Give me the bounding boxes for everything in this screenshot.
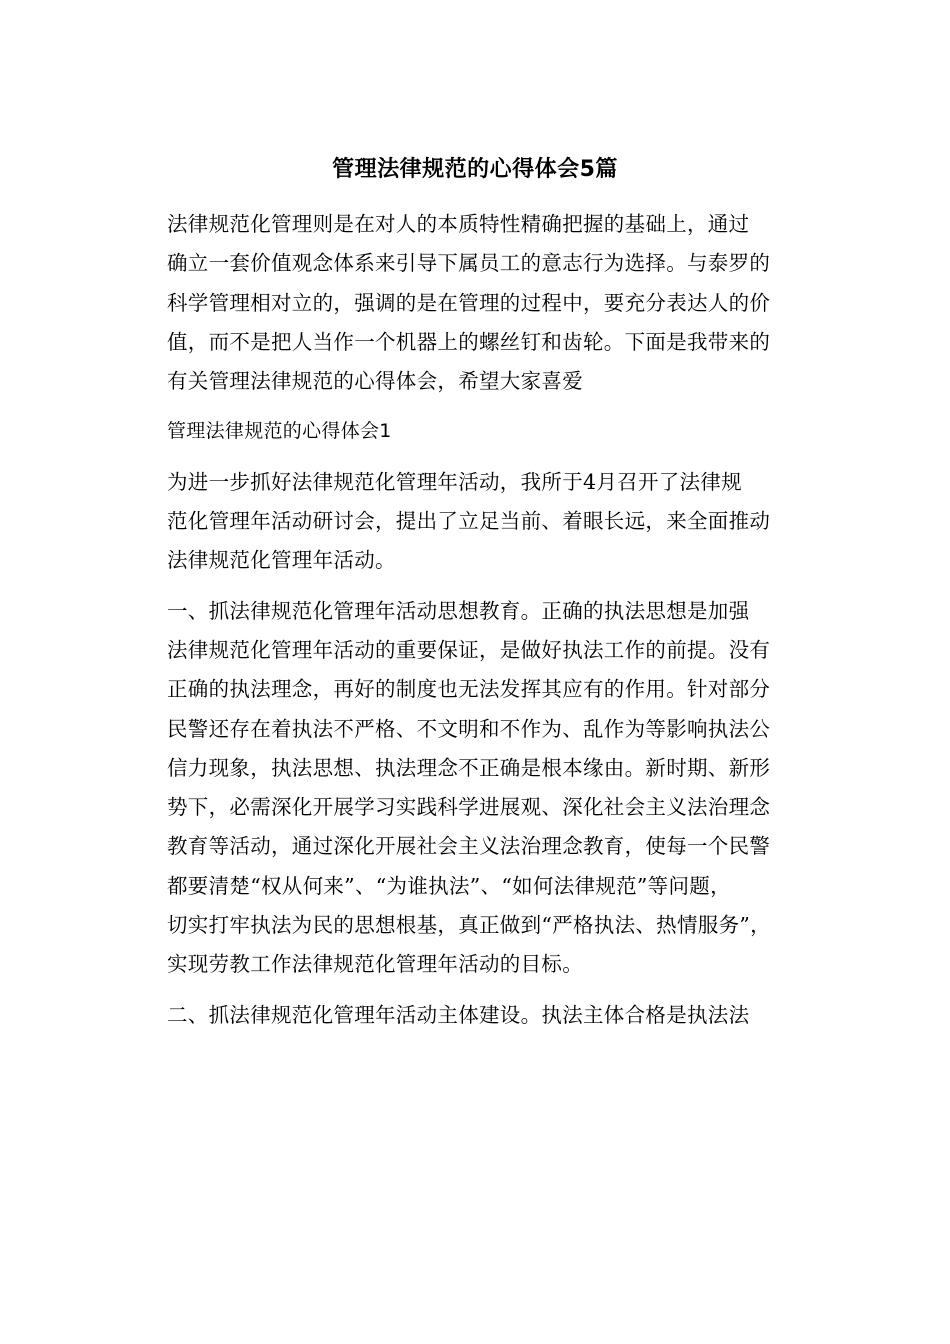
text-line: 民警还存在着执法不严格、不文明和不作为、乱作为等影响执法公 [167,716,771,741]
text-line: 法律规范化管理则是在对人的本质特性精确把握的基础上，通过 [167,212,750,236]
text-line: 有关管理法律规范的心得体会，希望大家喜爱 [167,369,583,394]
body-paragraph [145,592,825,985]
text-line: 都要清楚“权从何来”、“为谁执法”、“如何法律规范”等问题， [167,873,731,898]
text-line: 范化管理年活动研讨会，提出了立足当前、着眼长远，来全面推动 [167,509,771,534]
text-line: 切实打牢执法为民的思想根基，真正做到“严格执法、热情服务”， [167,913,771,938]
text-line: 法律规范化管理年活动的重要保证，是做好执法工作的前提。没有 [167,637,771,662]
text-line: 信力现象，执法思想、执法理念不正确是根本缘由。新时期、新形 [167,755,771,780]
text-line: 值，而不是把人当作一个机器上的螺丝钉和齿轮。下面是我带来的 [167,329,771,354]
text-line: 科学管理相对立的，强调的是在管理的过程中，要充分表达人的价 [167,290,771,315]
text-line: 正确的执法理念，再好的制度也无法发挥其应有的作用。针对部分 [167,677,771,702]
text-line: 确立一套价值观念体系来引导下属员工的意志行为选择。与泰罗的 [167,251,771,276]
text-line: 实现劳教工作法律规范化管理年活动的目标。 [167,952,583,977]
text-line: 二、抓法律规范化管理年活动主体建设。执法主体合格是执法法 [167,1002,750,1027]
document-title: 管理法律规范的心得体会5篇 [332,157,618,182]
intro-paragraph [145,205,825,401]
text-line: 一、抓法律规范化管理年活动思想教育。正确的执法思想是加强 [167,598,750,623]
text-line: 势下，必需深化开展学习实践科学进展观、深化社会主义法治理念 [167,795,771,820]
body-paragraph [145,996,825,1035]
text-line: 为进一步抓好法律规范化管理年活动，我所于4月召开了法律规 [167,469,742,494]
section-heading [145,412,825,451]
body-paragraph [145,463,825,581]
text-line: 教育等活动，通过深化开展社会主义法治理念教育，使每一个民警 [167,834,771,859]
text-line: 管理法律规范的心得体会1 [167,420,392,443]
document-body [145,205,825,1035]
text-line: 法律规范化管理年活动。 [167,548,396,573]
